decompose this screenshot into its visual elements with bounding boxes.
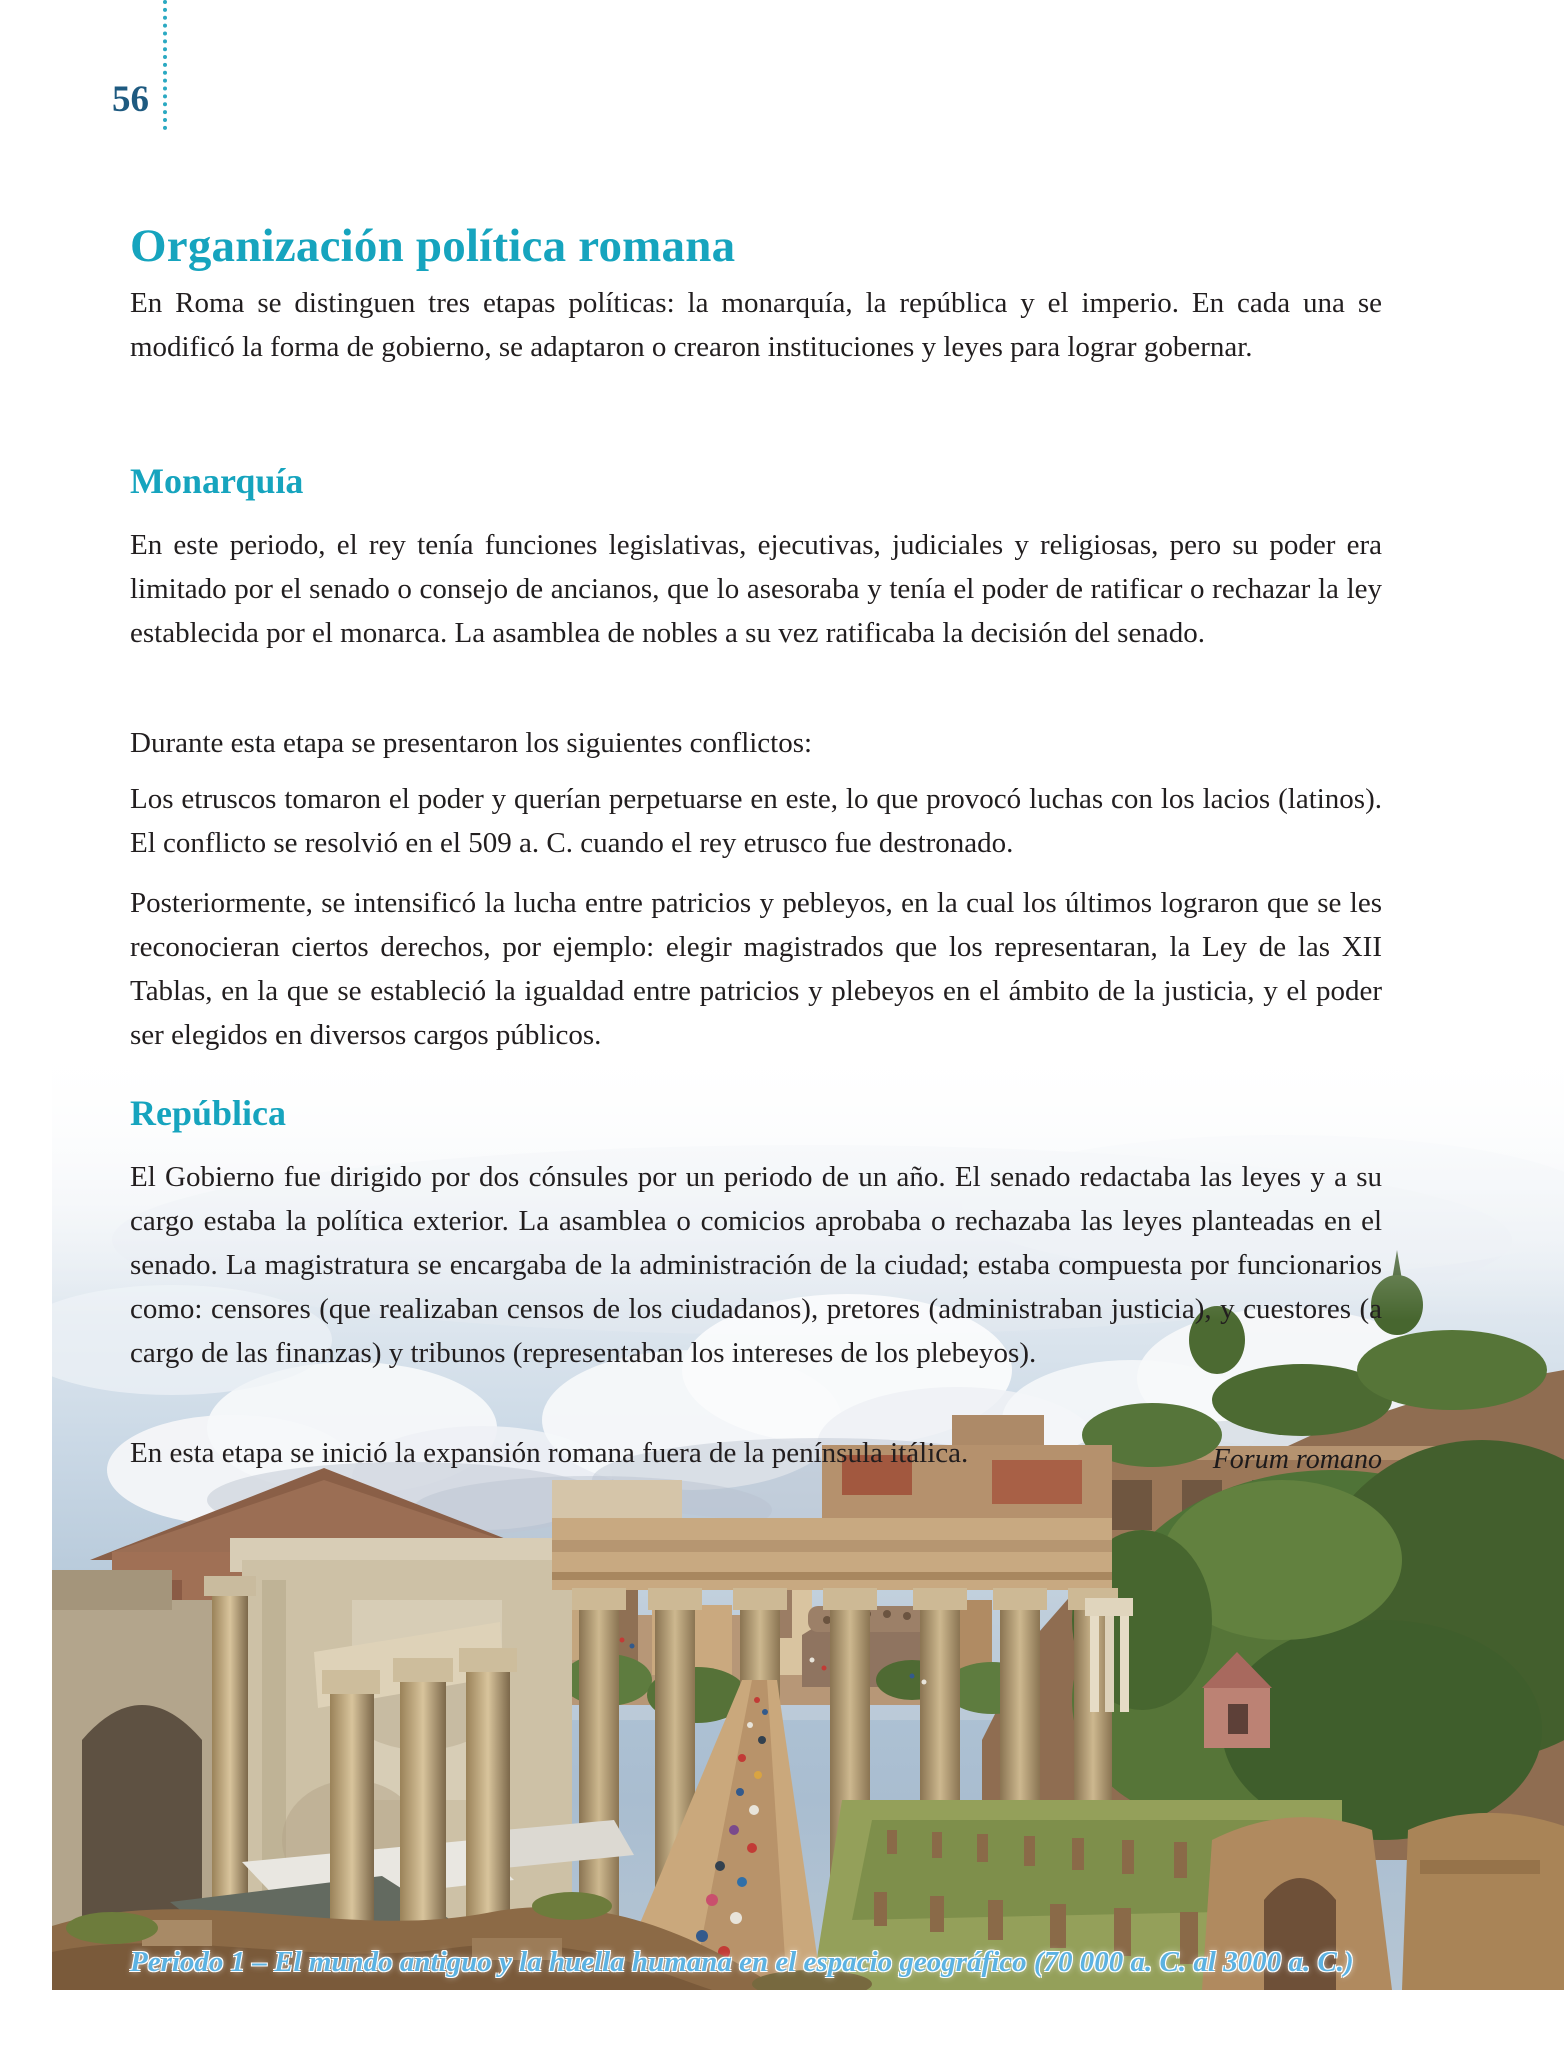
castor-columns (1085, 1598, 1133, 1712)
page-title: Organización política romana (130, 220, 736, 273)
monarquia-paragraph-4: Posteriormente, se intensificó la lucha entre patricios y pebleyos, en la cual los últimos lograron que se les reconocieran ciertos derechos, por ejemplo: elegir magistrados que los representaran, la Ley de las XII Tablas, en la que se estableció la igualdad entre patricios y plebeyos en el ámbito de la justicia, y el poder ser elegidos en diversos cargos públicos. (130, 887, 1382, 1051)
republica-paragraph-1: El Gobierno fue dirigido por dos cónsules por un periodo de un año. El senado redactaba las leyes y a su cargo estaba la política exterior. La asamblea o comicios aprobaba o rechazaba las leyes planteadas en el senado. La magistratura se encargaba de la administración de la ciudad; estaba compuesta por funcionarios como: censores (que realizaban censos de los ciudadanos), pretores (administraban justicia), y cuestores (a cargo de las finanzas) y tribunos (representaban los intereses de los plebeyos). (130, 1161, 1382, 1369)
monarquia-paragraph-2: Durante esta etapa se presentaron los siguientes conflictos: (130, 727, 813, 759)
dotted-rule (163, 0, 167, 130)
republica-paragraph-2: En esta etapa se inició la expansión romana fuera de la península itálica. (130, 1437, 969, 1469)
section-heading-republica: República (130, 1092, 287, 1133)
page-number: 56 (112, 79, 149, 120)
section-heading-monarquia: Monarquía (130, 460, 304, 501)
monarquia-paragraph-1: En este periodo, el rey tenía funciones legislativas, ejecutivas, judiciales y religiosas, pero su poder era limitado por el senado o consejo de ancianos, que lo asesoraba y tenía el poder de ratificar o rechazar la ley establecida por el monarca. La asamblea de nobles a su vez ratificaba la decisión del senado. (130, 529, 1382, 649)
photo-caption: Forum romano (1212, 1444, 1382, 1475)
chapter-footer: Periodo 1 – El mundo antiguo y la huella humana en el espacio geográfico (70 000 a. C. al 3000 a. C.) (130, 1946, 1354, 1978)
monarquia-paragraph-3: Los etruscos tomaron el poder y querían perpetuarse en este, lo que provocó luchas con los lacios (latinos). El conflicto se resolvió en el 509 a. C. cuando el rey etrusco fue destronado. (130, 783, 1382, 859)
intro-paragraph: En Roma se distinguen tres etapas políticas: la monarquía, la república y el imperio. En cada una se modificó la forma de gobierno, se adaptaron o crearon instituciones y leyes para lograr gobernar. (130, 287, 1382, 363)
